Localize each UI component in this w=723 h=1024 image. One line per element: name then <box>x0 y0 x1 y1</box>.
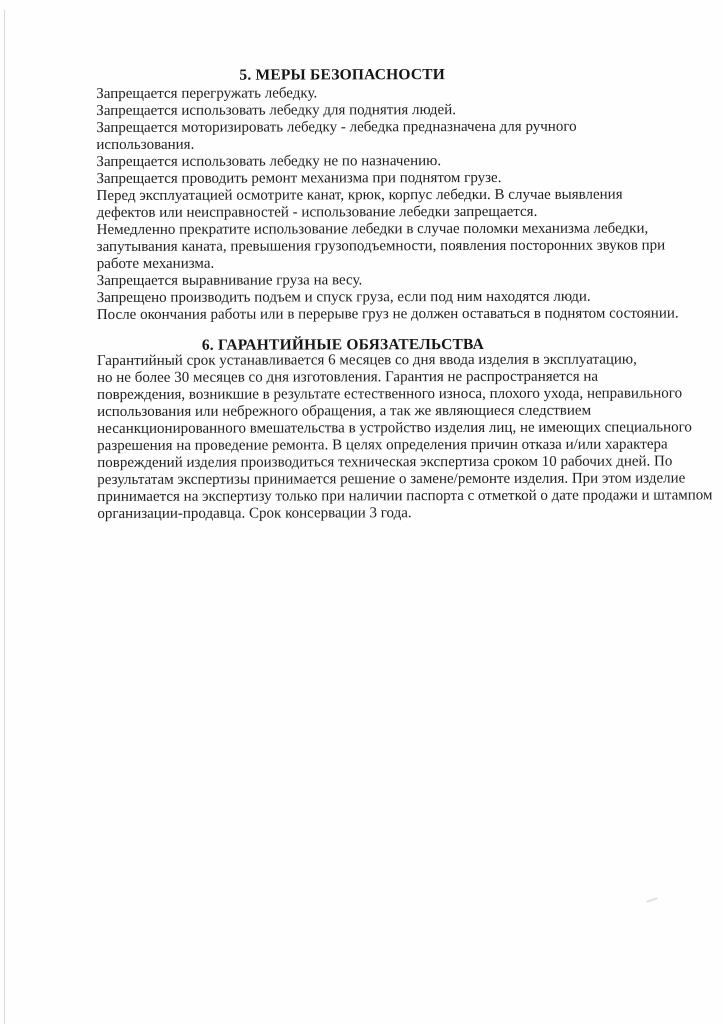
section-6-heading: 6. ГАРАНТИЙНЫЕ ОБЯЗАТЕЛЬСТВА <box>201 335 484 354</box>
scan-artifact-speck <box>646 897 658 903</box>
section-6-body: Гарантийный срок устанавливается 6 месяцев со дня ввода изделия в эксплуатацию, но не более 30 месяцев со дня изготовления. Гарантия не распространяется на повреждения, возникшие в результате естественного износа, плохого ухода, неправильного использования или небрежного обращения, а так же являющиеся следствием несанкционированного вмешательства в устройство изделия лиц, не имеющих специального разрешения на проведение ремонта. В целях определения причин отказа и/или характера повреждений изделия производиться техническая экспертиза сроком 10 рабочих дней. По результатам экспертизы принимается решение о замене/ремонте изделия. При этом изделие принимается на экспертизу только при наличии паспорта с отметкой о дате продажи и штампом организации-продавца. Срок консервации 3 года. <box>96 351 713 522</box>
section-5-body: Запрещается перегружать лебедку. Запрещается использовать лебедку для поднятия людей. Запрещается моторизировать лебедку - лебедка предназначена для ручного использования. Запрещается использовать лебедку не по назначению. Запрещается проводить ремонт механизма при поднятом грузе. Перед эксплуатацией осмотрите канат, крюк, корпус лебедки. В случае выявления дефектов или неисправностей - использование лебедки запрещается. Немедленно прекратите использование лебедки в случае поломки механизма лебедки, запутывания каната, превышения грузоподъемности, появления посторонних звуков при работе механизма. Запрещается выравнивание груза на весу. Запрещено производить подъем и спуск груза, если под ним находятся люди. После окончания работы или в перерыве груз не должен оставаться в поднятом состоянии. <box>96 85 679 323</box>
section-5-heading: 5. МЕРЫ БЕЗОПАСНОСТИ <box>239 66 446 84</box>
scan-edge-line <box>4 10 5 1024</box>
